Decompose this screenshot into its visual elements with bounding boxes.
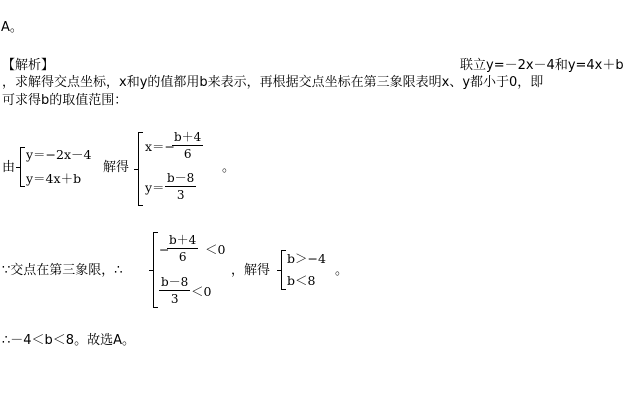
system1-end: 。 <box>222 160 236 175</box>
system2-r2-relation: ＜0 <box>191 284 212 299</box>
analysis-label: 【解析】 <box>2 58 55 73</box>
system2-solution-1: b＞−4 <box>287 251 326 266</box>
conclusion-line: ∴－4＜b＜8。故选A。 <box>2 333 135 348</box>
system1-solve: 解得 <box>103 160 130 175</box>
system2-r2-numerator: b－8 <box>161 275 189 289</box>
answer-text: A。 <box>1 20 23 35</box>
system1-result-brace <box>138 132 143 206</box>
system1-y-denominator: 3 <box>176 188 185 202</box>
system2-solve: ，解得 <box>231 263 271 278</box>
system2-r1-relation: ＜0 <box>205 242 226 257</box>
system1-y-numerator: b－8 <box>167 171 195 185</box>
analysis-line-3: 可求得b的取值范围： <box>2 93 128 108</box>
analysis-head-right: 联立y=－2x－4和y=4x＋b <box>460 58 624 73</box>
system2-result-brace <box>281 250 286 290</box>
system1-y-lhs: y＝ <box>145 180 165 195</box>
system1-x-fraction <box>172 130 203 161</box>
system2-r1-sign: − <box>159 242 170 257</box>
system1-eq2: y＝4x＋b <box>26 171 82 186</box>
analysis-line-2: ，求解得交点坐标，x和y的值都用b来表示，再根据交点坐标在第三象限表明x、y都小于0，即 <box>2 75 544 90</box>
system2-brace <box>153 232 158 308</box>
system1-brace <box>20 147 25 187</box>
system2-solution-2: b＜8 <box>287 273 316 288</box>
system1-x-lhs: x＝− <box>145 139 176 154</box>
system2-r2-denominator: 3 <box>170 292 179 306</box>
system2-r1-numerator: b＋4 <box>169 233 197 247</box>
system1-x-numerator: b＋4 <box>174 130 202 144</box>
system2-r1-denominator: 6 <box>178 250 187 264</box>
system1-prefix: 由 <box>2 160 16 175</box>
system1-x-denominator: 6 <box>183 147 192 161</box>
system1-eq1: y＝−2x－4 <box>26 147 92 162</box>
system2-prefix: ∵交点在第三象限，∴ <box>2 263 123 278</box>
system2-r1-fraction <box>167 233 198 264</box>
system2-r2-fraction <box>159 275 190 306</box>
system1-y-fraction <box>165 171 196 202</box>
system2-end: 。 <box>335 263 349 278</box>
